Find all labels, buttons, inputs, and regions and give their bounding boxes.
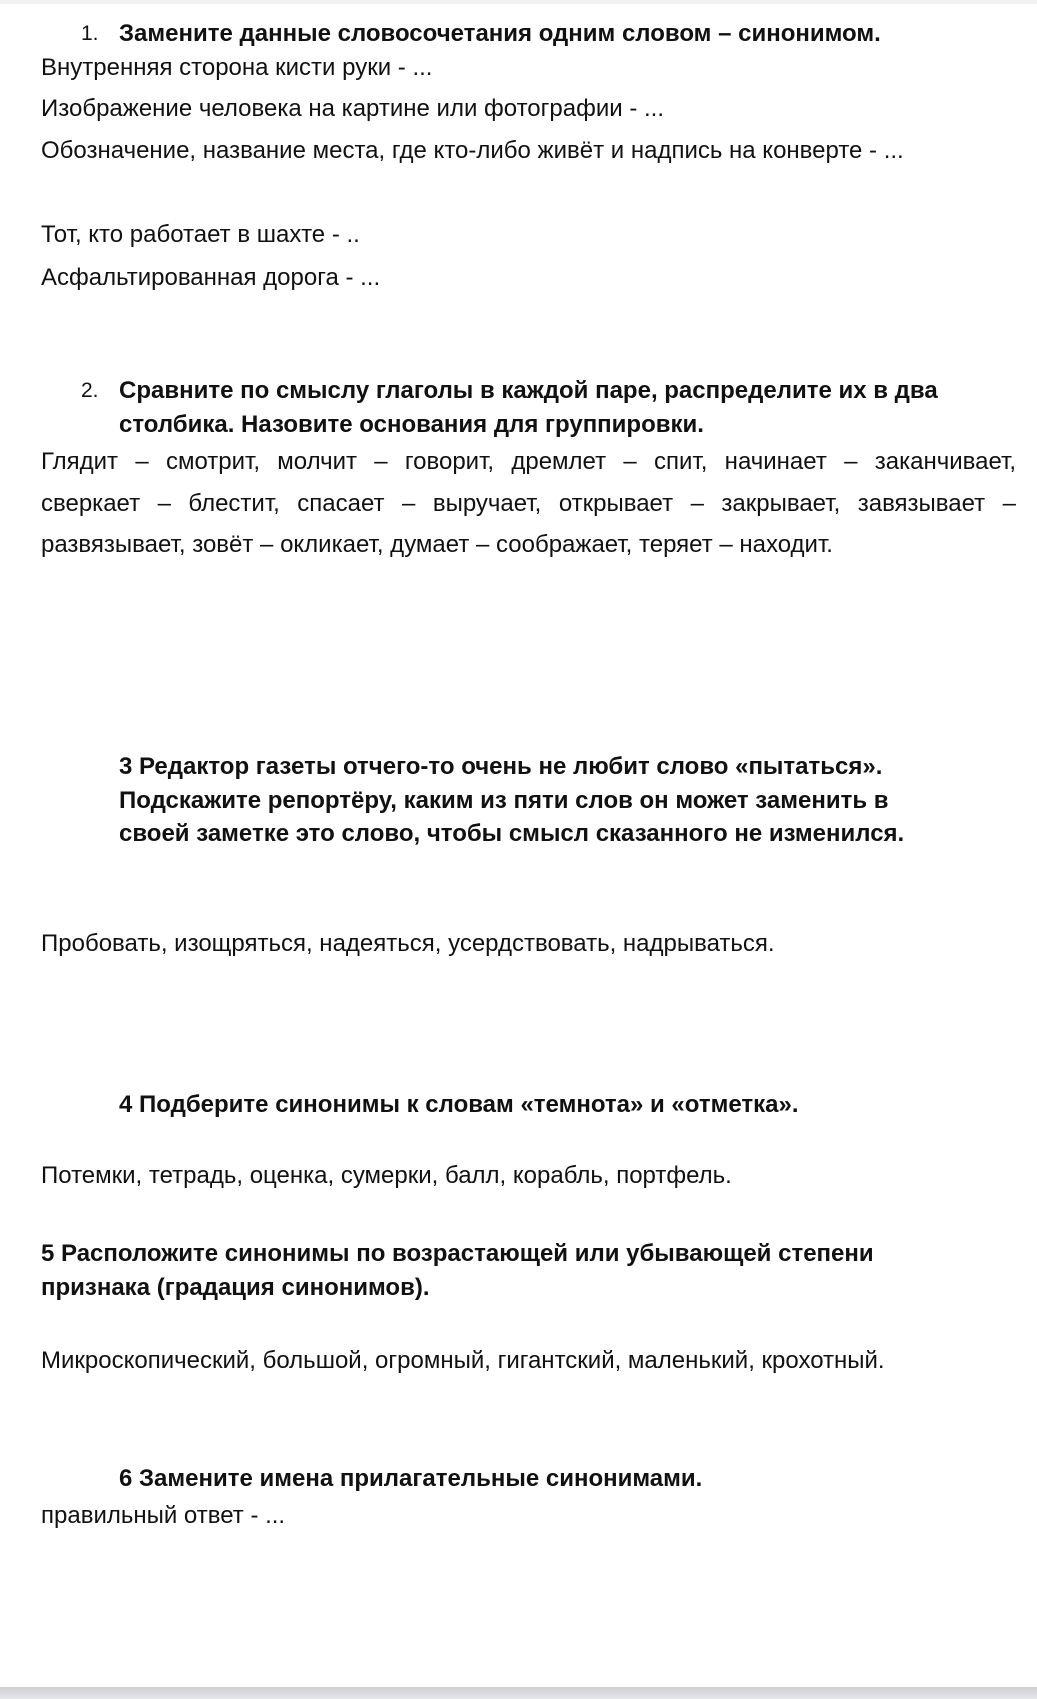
task5-text: Микроскопический, большой, огромный, гигантский, маленький, крохотный. <box>41 1347 885 1374</box>
task3-title-line: своей заметке это слово, чтобы смысл сказанного не изменился. <box>119 820 905 847</box>
task1-line: Изображение человека на картине или фотографии - ... <box>41 95 664 122</box>
task2-line: развязывает, зовёт – окликает, думает – соображает, теряет – находит. <box>41 531 833 558</box>
task5-title-line: 5 Расположите синонимы по возрастающей или убывающей степени <box>41 1240 874 1267</box>
task1-line: Внутренняя сторона кисти руки - ... <box>41 54 433 81</box>
task1-line: Асфальтированная дорога - ... <box>41 264 381 291</box>
task1-number: 1. <box>81 22 99 45</box>
task3-title-line: Подскажите репортёру, каким из пяти слов он может заменить в <box>119 787 889 814</box>
task3-text: Пробовать, изощряться, надеяться, усердствовать, надрываться. <box>41 930 775 957</box>
task2-line: сверкает – блестит, спасает – выручает, открывает – закрывает, завязывает – <box>41 490 1016 517</box>
page-bottom-edge <box>0 1687 1037 1699</box>
task4-title: 4 Подберите синонимы к словам «темнота» и «отметка». <box>119 1091 799 1118</box>
task2-title-line: столбика. Назовите основания для группировки. <box>119 411 704 438</box>
task2-line: Глядит – смотрит, молчит – говорит, дремлет – спит, начинает – заканчивает, <box>41 448 1016 475</box>
task4-text: Потемки, тетрадь, оценка, сумерки, балл, корабль, портфель. <box>41 1162 732 1189</box>
task1-line: Обозначение, название места, где кто-либо живёт и надпись на конверте - ... <box>41 137 904 164</box>
task1-title: Замените данные словосочетания одним словом – синонимом. <box>119 20 881 47</box>
task6-text: правильный ответ - ... <box>41 1502 286 1529</box>
top-edge <box>0 0 1037 4</box>
task2-number: 2. <box>81 379 99 402</box>
task5-title-line: признака (градация синонимов). <box>41 1274 430 1301</box>
task1-line: Тот, кто работает в шахте - .. <box>41 221 360 248</box>
task3-title-line: 3 Редактор газеты отчего-то очень не любит слово «пытаться». <box>119 753 883 780</box>
task2-title-line: Сравните по смыслу глаголы в каждой паре, распределите их в два <box>119 377 938 404</box>
task6-title: 6 Замените имена прилагательные синонимами. <box>119 1465 703 1492</box>
